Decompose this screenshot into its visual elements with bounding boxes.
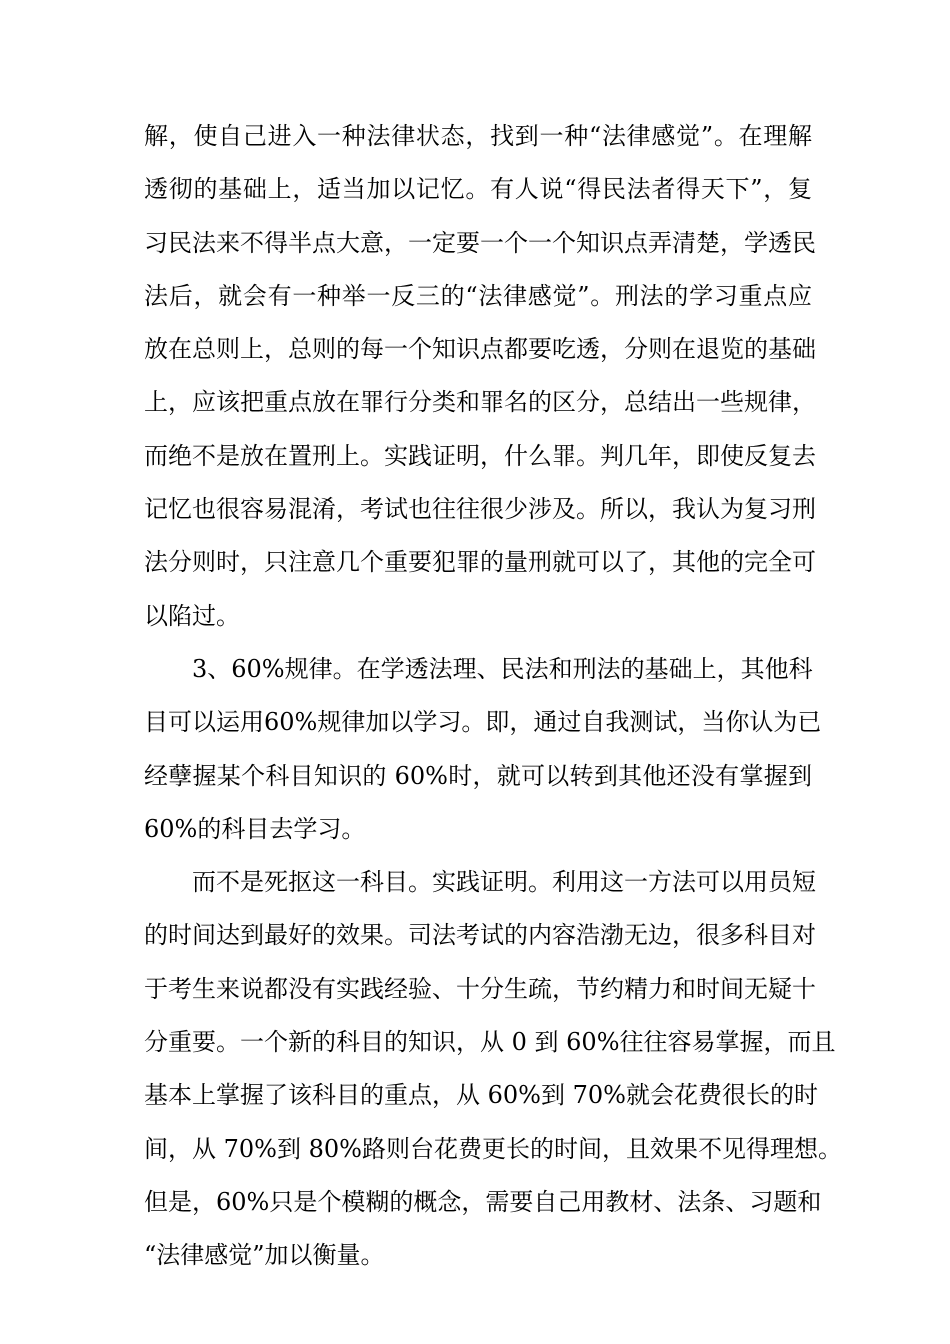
text-line: 法后，就会有一种举一反三的“法律感觉”。刑法的学习重点应	[144, 281, 812, 310]
text-line: 记忆也很容易混淆，考试也往往很少涉及。所以，我认为复习刑	[144, 495, 816, 524]
paragraph-3	[144, 856, 842, 1282]
text-line: 法分则时，只注意几个重要犯罪的量刑就可以了，其他的完全可	[144, 548, 816, 577]
text-line: 但是，60%只是个模糊的概念，需要自己用教材、法条、习题和	[144, 1187, 822, 1216]
text-line: “法律感觉”加以衡量。	[144, 1241, 385, 1270]
text-line: 透彻的基础上，适当加以记忆。有人说“得民法者得天下”，复	[144, 175, 812, 204]
text-line: 分重要。一个新的科目的知识，从 0 到 60%往往容易掌握，而且	[144, 1028, 836, 1057]
text-line: 习民法来不得半点大意，一定要一个一个知识点弄清楚，学透民	[144, 228, 816, 257]
text-line: 60%的科目去学习。	[144, 814, 366, 843]
paragraph-2	[144, 643, 822, 856]
text-line: 放在总则上，总则的每一个知识点都要吃透，分则在退览的基础	[144, 335, 816, 364]
document-body	[144, 110, 842, 1283]
text-line: 3、60%规律。在学透法理、民法和刑法的基础上，其他科	[192, 654, 813, 683]
text-line: 基本上掌握了该科目的重点，从 60%到 70%就会花费很长的时	[144, 1081, 818, 1110]
text-line: 而不是死抠这一科目。实践证明。利用这一方法可以用员短	[192, 868, 816, 897]
text-line: 而绝不是放在置刑上。实践证明，什么罪。判几年，即使反复去	[144, 441, 816, 470]
text-line: 上，应该把重点放在罪行分类和罪名的区分，总结出一些规律，	[144, 388, 816, 417]
text-line: 于考生来说都没有实践经验、十分生疏，节约精力和时间无疑十	[144, 974, 816, 1003]
text-line: 解，使自己进入一种法律状态，找到一种“法律感觉”。在理解	[144, 122, 812, 150]
text-line: 目可以运用60%规律加以学习。即，通过自我测试，当你认为已	[144, 708, 822, 737]
paragraph-1	[144, 110, 816, 643]
text-line: 以陷过。	[144, 601, 240, 630]
text-line: 经孽握某个科目知识的 60%时，就可以转到其他还没有掌握到	[144, 761, 812, 790]
text-line: 间，从 70%到 80%路则台花费更长的时间，且效果不见得理想。	[144, 1134, 842, 1163]
text-line: 的时间达到最好的效果。司法考试的内容浩渤无边，很多科目对	[144, 921, 816, 950]
